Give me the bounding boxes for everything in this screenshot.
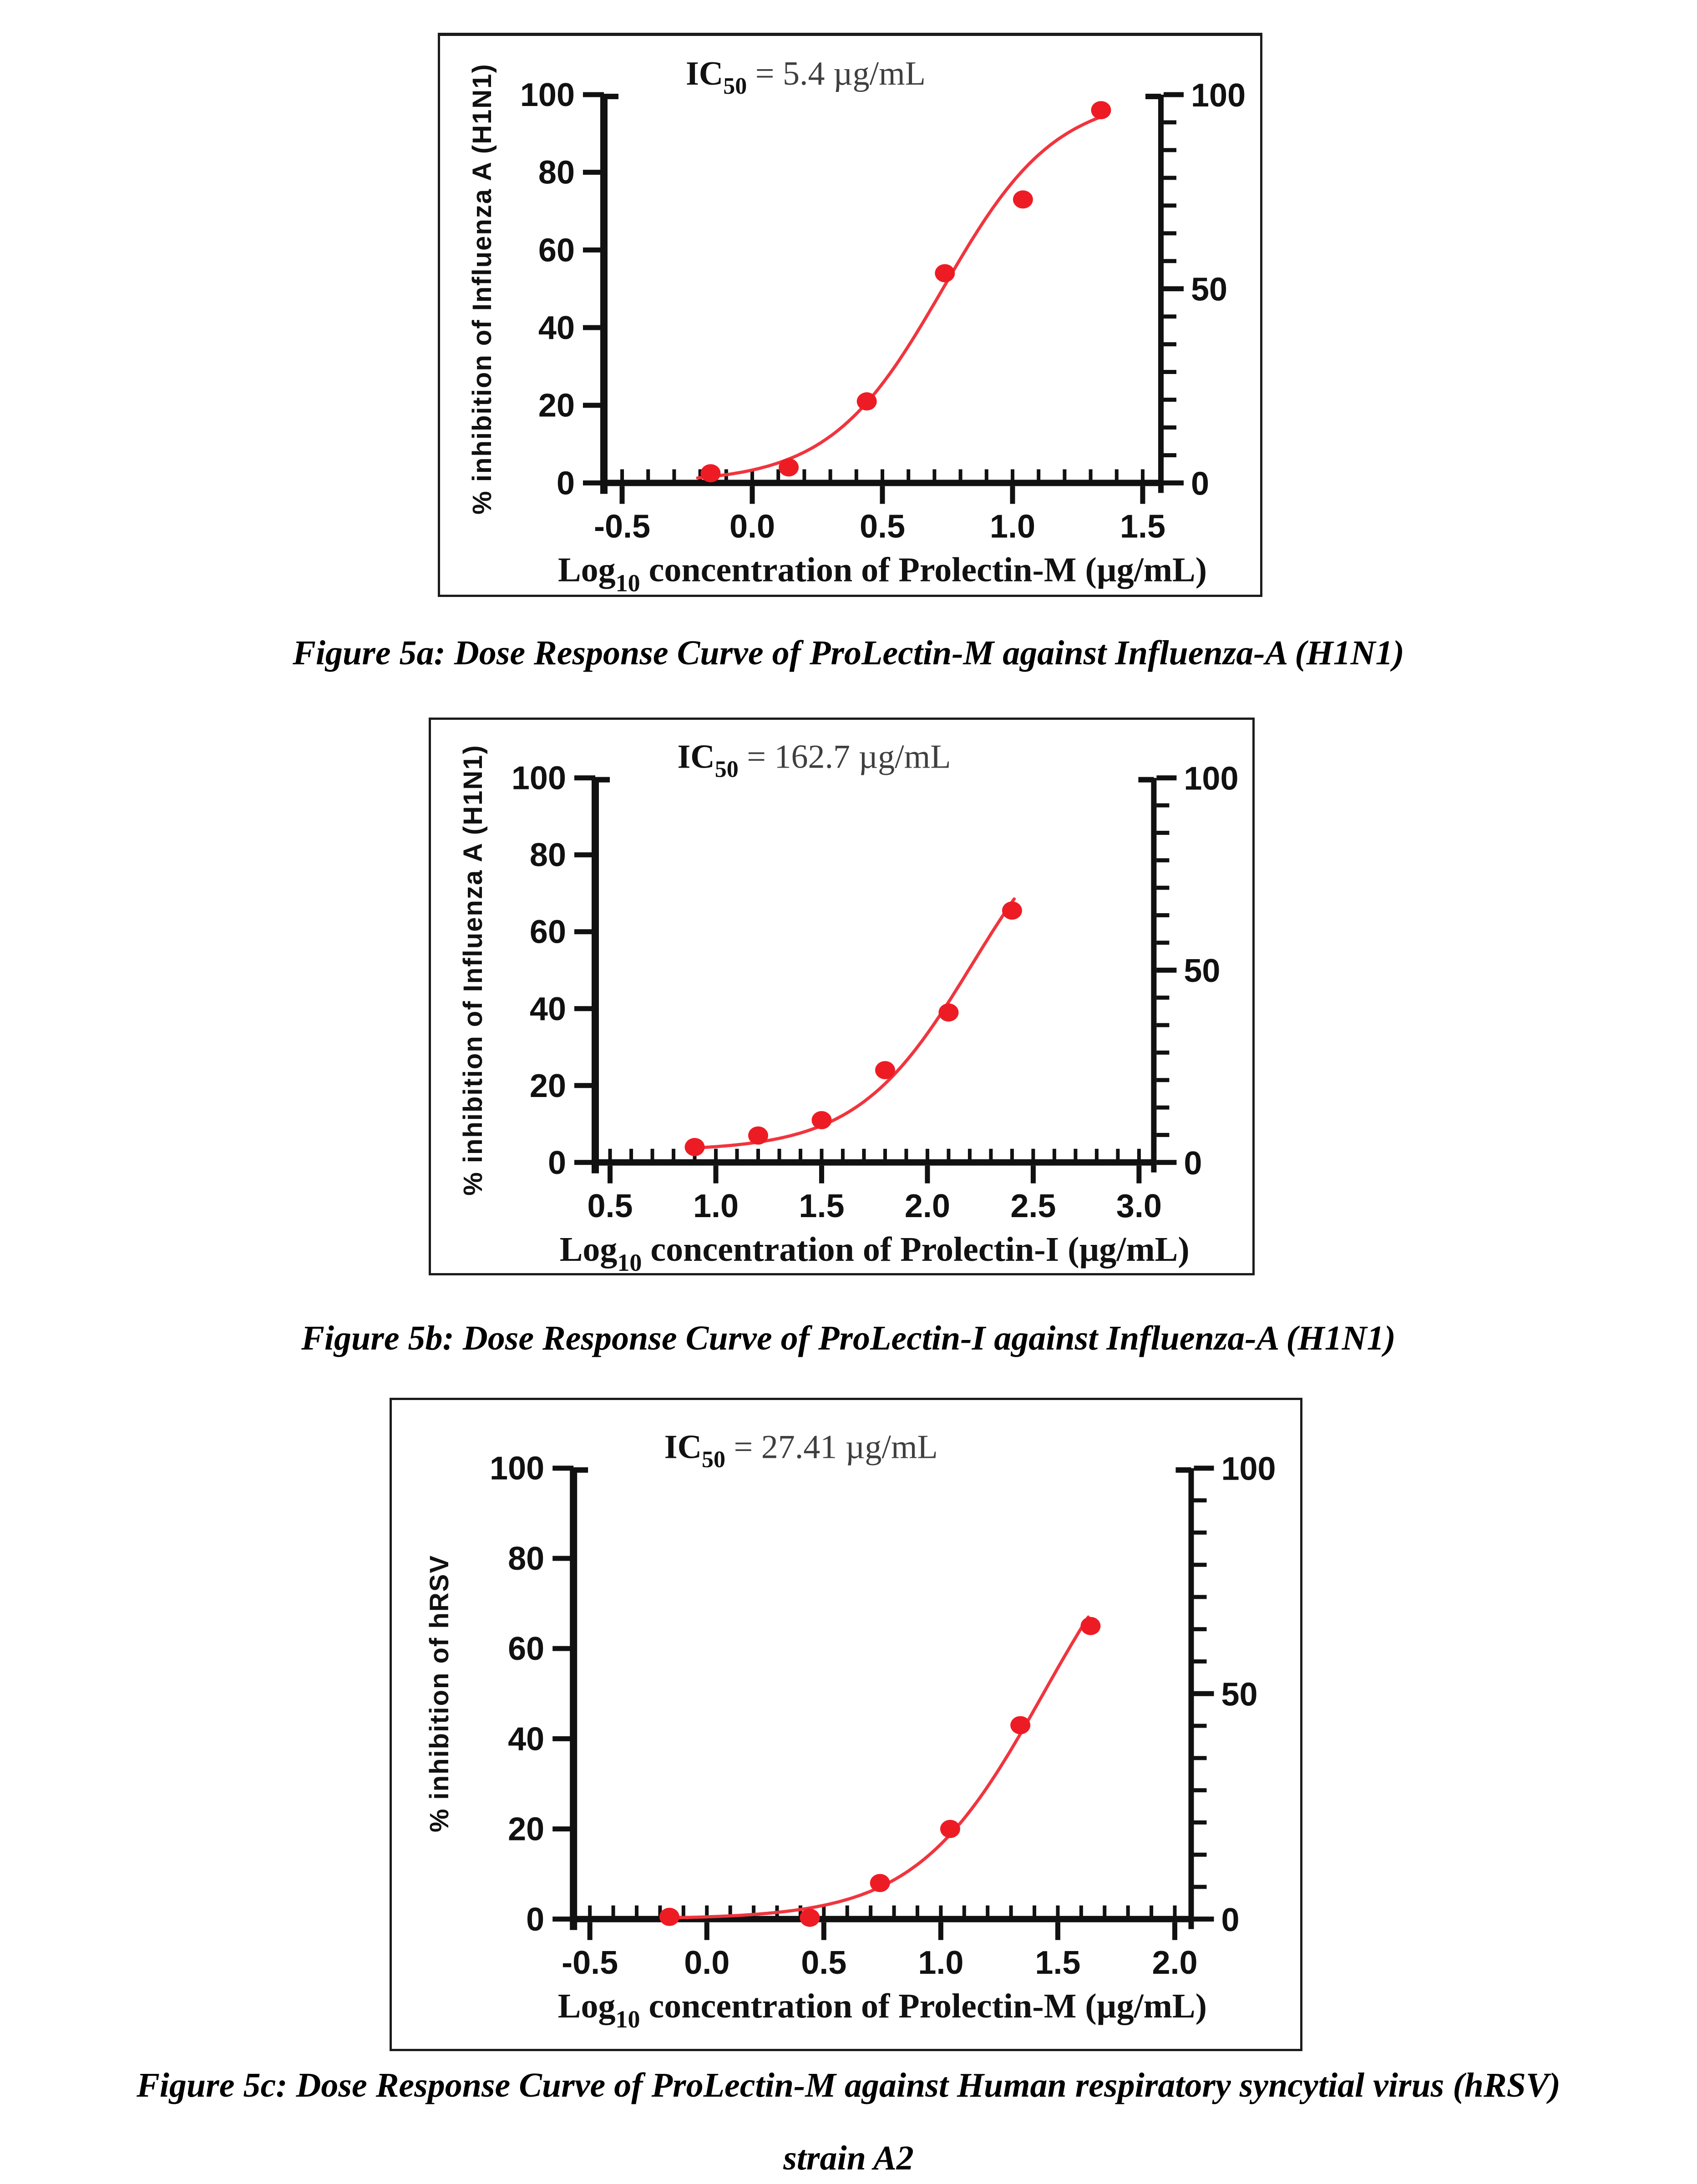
data-point	[1013, 190, 1033, 208]
x-tick-label: 3.0	[1116, 1188, 1162, 1224]
y-tick-label: 80	[508, 1540, 545, 1577]
x-tick-label: 0.5	[587, 1188, 633, 1224]
dose-response-chart-5c	[392, 1400, 1300, 2049]
figure-5a-caption: Figure 5a: Dose Response Curve of ProLectin-M against Influenza-A (H1N1)	[293, 634, 1404, 672]
y-tick-label: 100	[490, 1450, 545, 1487]
x-tick-label: 2.0	[1152, 1944, 1198, 1981]
y-tick-label: 40	[529, 991, 566, 1027]
dose-response-chart-5a	[440, 36, 1259, 595]
data-point	[1002, 901, 1022, 920]
x-tick-label: 1.5	[1035, 1944, 1081, 1981]
right-tick-label: 0	[1184, 1145, 1202, 1182]
x-tick-label: 2.5	[1010, 1188, 1056, 1224]
x-tick-label: 1.5	[1120, 508, 1166, 545]
x-tick-label: 1.0	[989, 508, 1036, 545]
y-tick-label: 40	[538, 310, 575, 347]
data-point	[800, 1909, 820, 1927]
right-tick-label: 0	[1221, 1901, 1240, 1938]
data-point	[857, 392, 877, 410]
data-point	[1010, 1716, 1030, 1734]
x-tick-label: 0.5	[801, 1944, 847, 1981]
plot-area	[425, 1429, 1276, 2033]
x-tick-label: 1.0	[918, 1944, 964, 1981]
data-point	[701, 464, 721, 482]
data-point	[1091, 101, 1111, 119]
fit-curve	[669, 1617, 1088, 1918]
data-point	[938, 1003, 958, 1021]
y-tick-label: 60	[538, 232, 575, 269]
y-tick-label: 100	[511, 760, 566, 797]
right-tick-label: 0	[1191, 465, 1210, 502]
data-point	[940, 1820, 960, 1838]
x-axis-title: Log$_{10}$ concentration of Prolectin-I (µg/mL)	[559, 1230, 1190, 1273]
ic50-annotation: $IC_{50} = 27.41$ µg/mL	[664, 1428, 938, 1473]
x-tick-label: -0.5	[593, 508, 651, 545]
figure-5b-caption: Figure 5b: Dose Response Curve of ProLectin-I against Influenza-A (H1N1)	[301, 1319, 1396, 1357]
x-tick-label: 0.0	[729, 508, 775, 545]
y-axis-title: % inhibition of hRSV	[425, 1554, 454, 1833]
fit-curve	[690, 899, 1014, 1148]
y-tick-label: 20	[508, 1811, 545, 1848]
x-tick-label: 0.5	[859, 508, 906, 545]
y-tick-label: 60	[508, 1631, 545, 1668]
x-axis-title: Log$_{10}$ concentration of Prolectin-M (µg/mL)	[557, 551, 1207, 595]
y-tick-label: 0	[547, 1144, 566, 1181]
y-tick-label: 20	[538, 387, 575, 424]
x-axis-title: Log$_{10}$ concentration of Prolectin-M (µg/mL)	[557, 1987, 1207, 2033]
y-axis-title: % inhibition of Influenza A (H1N1)	[467, 63, 497, 515]
x-tick-label: 1.0	[693, 1188, 739, 1224]
y-tick-label: 60	[529, 914, 566, 950]
figure-5c-caption: Figure 5c: Dose Response Curve of ProLectin-M against Human respiratory syncytial virus (hRSV)	[137, 2066, 1560, 2104]
data-point	[870, 1874, 890, 1892]
plot-area	[467, 55, 1246, 595]
data-point	[659, 1908, 679, 1926]
x-tick-label: 2.0	[904, 1188, 950, 1224]
data-point	[811, 1111, 831, 1129]
dose-response-chart-5b	[431, 720, 1252, 1273]
data-point	[779, 458, 799, 476]
x-tick-label: 1.5	[799, 1188, 845, 1224]
data-point	[748, 1127, 768, 1145]
y-tick-label: 20	[529, 1067, 566, 1104]
right-tick-label: 50	[1221, 1676, 1258, 1713]
plot-area	[458, 738, 1239, 1273]
right-tick-label: 50	[1184, 953, 1221, 990]
data-point	[685, 1138, 705, 1156]
y-tick-label: 80	[529, 837, 566, 874]
right-tick-label: 100	[1184, 760, 1239, 797]
y-tick-label: 100	[520, 76, 575, 113]
y-axis-title: % inhibition of Influenza A (H1N1)	[458, 744, 488, 1196]
y-tick-label: 0	[556, 465, 575, 502]
x-tick-label: -0.5	[562, 1944, 618, 1981]
figure-5c-caption-line2: strain A2	[783, 2139, 914, 2177]
y-tick-label: 40	[508, 1721, 545, 1758]
data-point	[875, 1061, 895, 1079]
figure-5a-chart-frame	[438, 33, 1262, 597]
data-point	[1080, 1617, 1100, 1635]
right-tick-label: 100	[1191, 77, 1246, 114]
y-tick-label: 0	[526, 1901, 545, 1938]
right-tick-label: 100	[1221, 1451, 1276, 1487]
right-tick-label: 50	[1191, 271, 1228, 308]
ic50-annotation: $IC_{50} = 5.4$ µg/mL	[686, 55, 926, 99]
ic50-annotation: $IC_{50} = 162.7$ µg/mL	[677, 738, 951, 783]
figure-5c-chart-frame	[390, 1398, 1302, 2051]
x-tick-label: 0.0	[684, 1944, 730, 1981]
y-tick-label: 80	[538, 154, 575, 191]
fit-curve	[698, 115, 1106, 478]
figure-5b-chart-frame	[429, 718, 1255, 1275]
data-point	[935, 264, 955, 283]
